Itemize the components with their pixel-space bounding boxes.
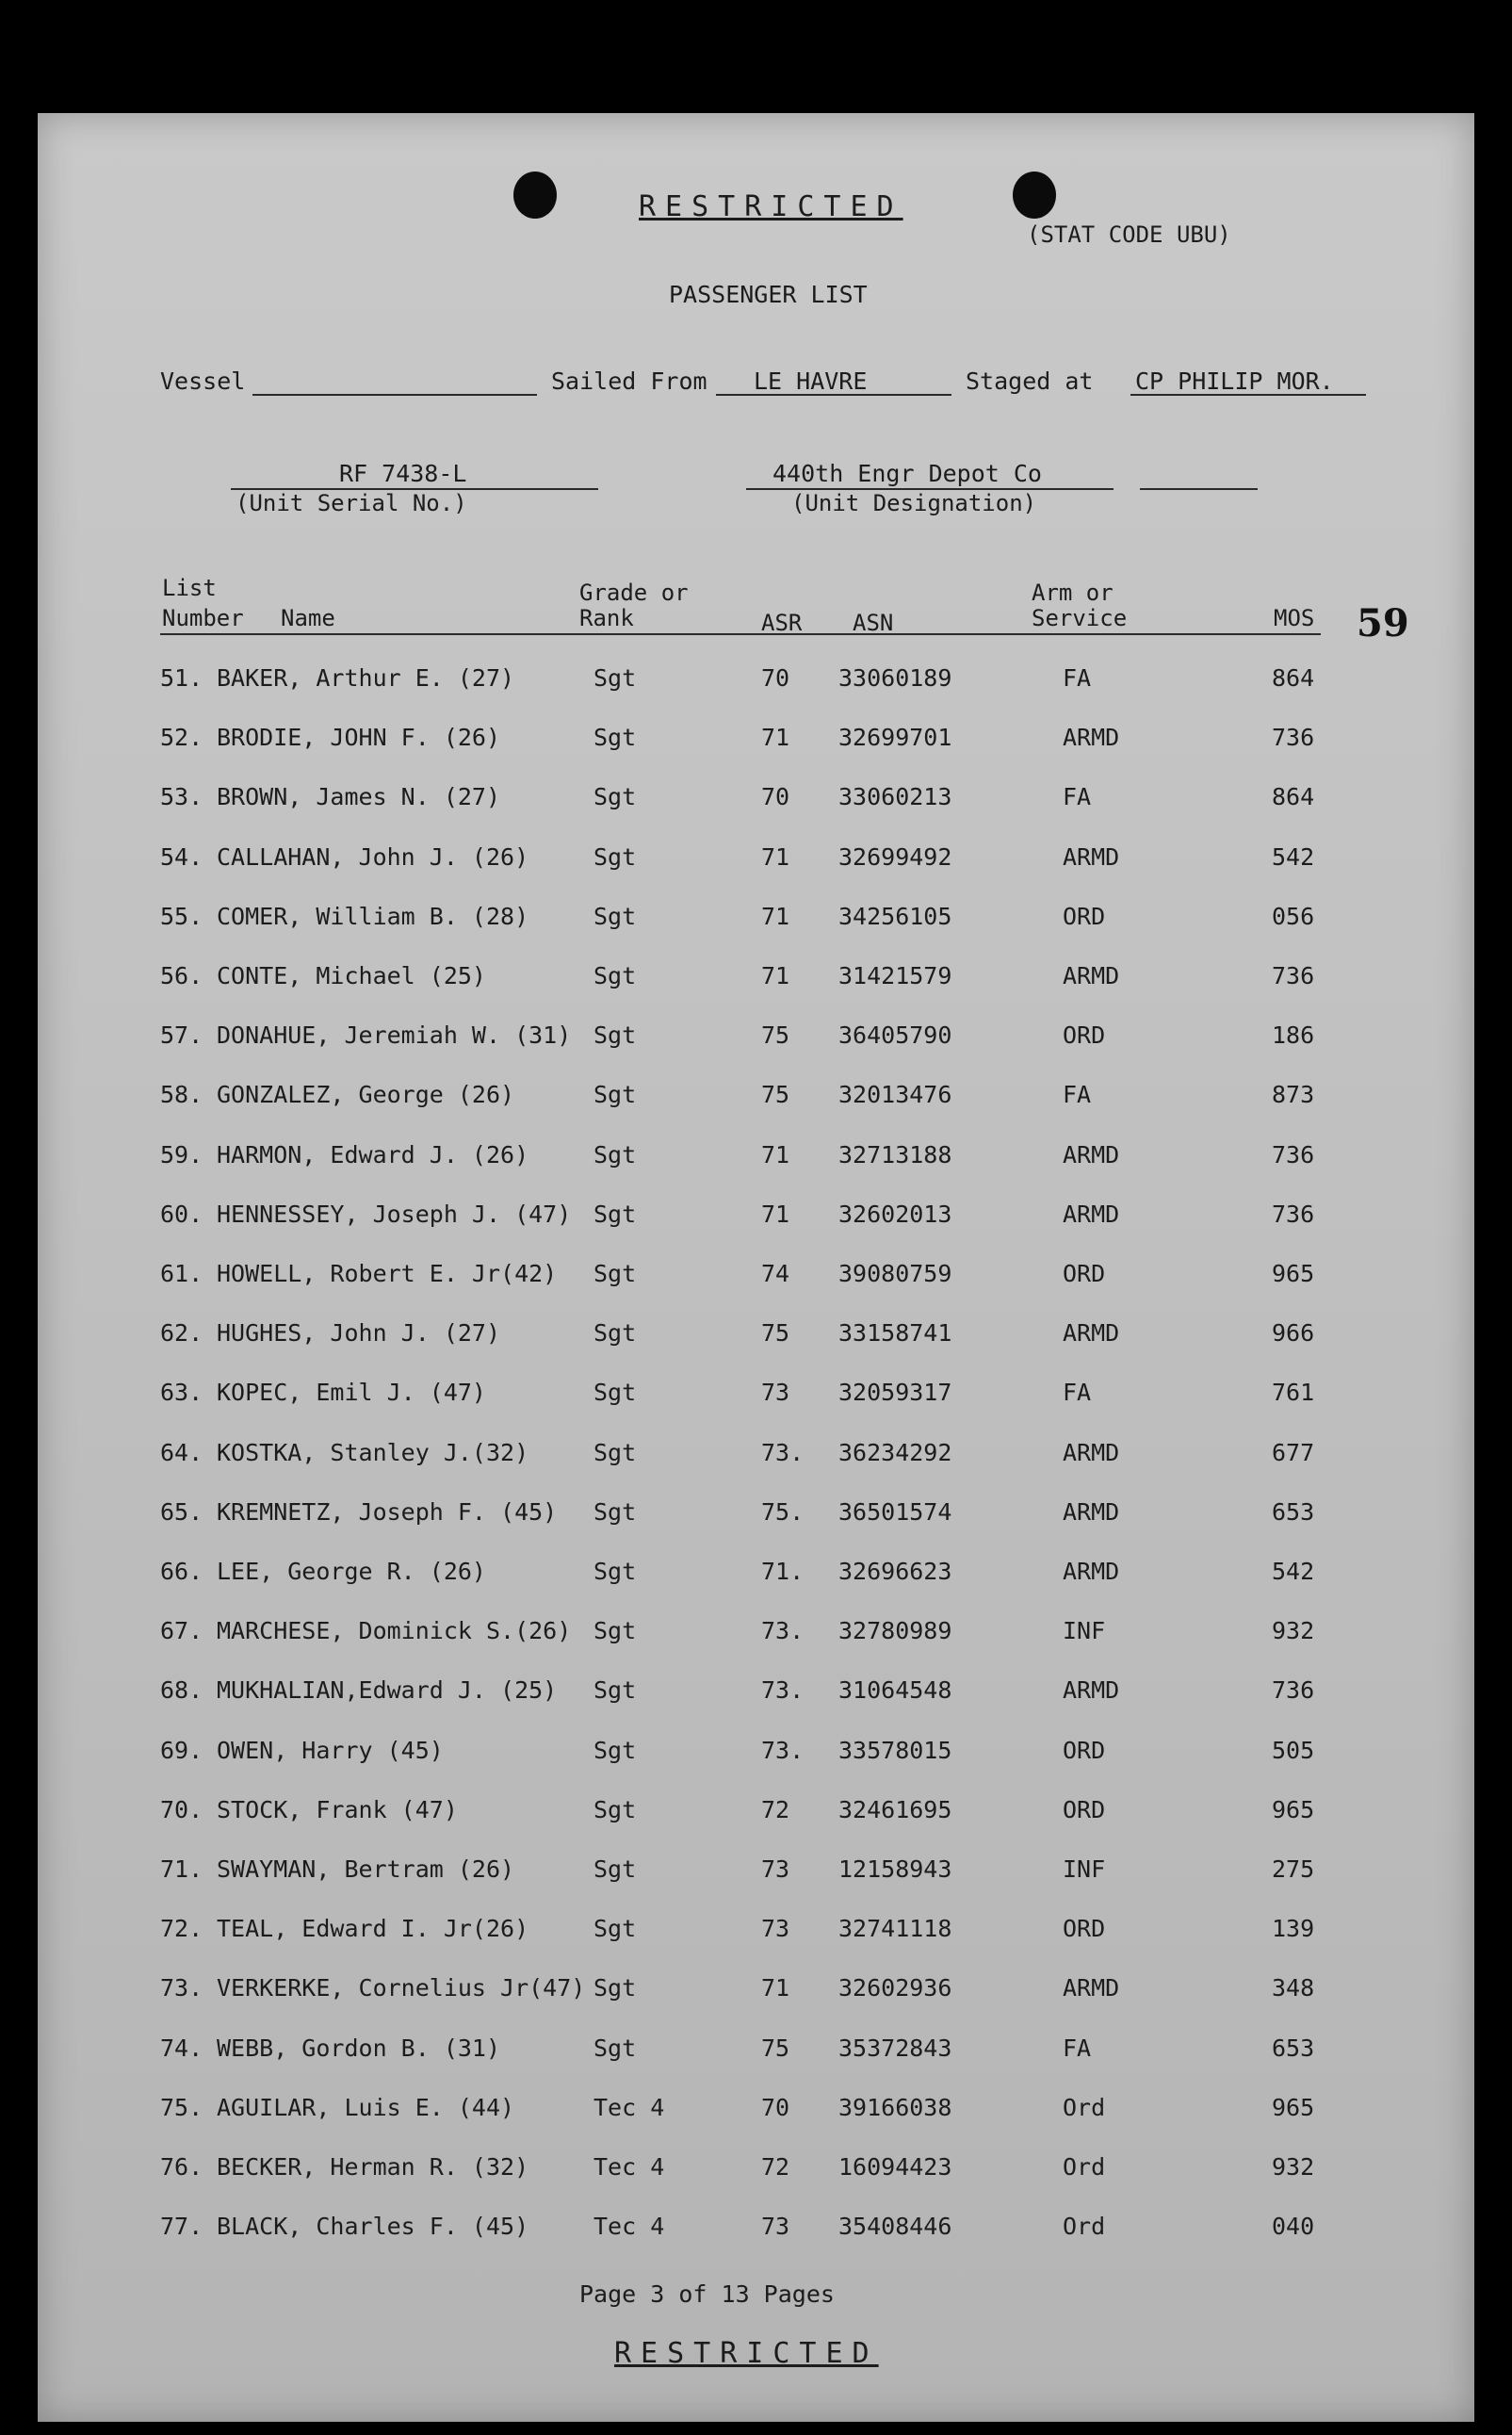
table-row	[38, 843, 1474, 881]
cell-arm: Ord	[1063, 2213, 1106, 2241]
cell-mos: 965	[1272, 1260, 1315, 1287]
table-row	[38, 1081, 1474, 1119]
table-row	[38, 1676, 1474, 1714]
cell-arm: FA	[1063, 2034, 1092, 2062]
cell-grade: Sgt	[593, 1260, 637, 1287]
cell-name: HOWELL, Robert E. Jr(42)	[217, 1260, 558, 1287]
cell-list-number: 57.	[160, 1021, 203, 1050]
cell-asr: 73.	[761, 1676, 805, 1705]
cell-asn: 32741118	[838, 1915, 952, 1943]
cell-asr: 71	[761, 724, 790, 752]
cell-arm: ARMD	[1063, 1319, 1120, 1348]
cell-list-number: 72.	[160, 1915, 203, 1943]
table-row	[38, 962, 1474, 1000]
cell-asr: 74	[761, 1260, 790, 1287]
cell-name: BLACK, Charles F. (45)	[217, 2213, 529, 2241]
unit-serial-value: RF 7438-L	[339, 460, 467, 487]
cell-list-number: 60.	[160, 1200, 203, 1228]
cell-asr: 75	[761, 2034, 790, 2062]
cell-asn: 32602013	[838, 1200, 952, 1228]
cell-arm: ARMD	[1063, 1200, 1120, 1228]
cell-arm: INF	[1063, 1855, 1106, 1883]
cell-asr: 73	[761, 2213, 790, 2241]
cell-name: OWEN, Harry (45)	[217, 1736, 444, 1764]
cell-mos: 736	[1272, 1200, 1315, 1228]
col-mos: MOS	[1274, 605, 1315, 631]
cell-asn: 36234292	[838, 1438, 952, 1466]
cell-list-number: 51.	[160, 664, 203, 692]
cell-list-number: 52.	[160, 724, 203, 752]
table-row	[38, 903, 1474, 940]
cell-asr: 71	[761, 1200, 790, 1228]
cell-mos: 932	[1272, 1617, 1315, 1645]
cell-grade: Sgt	[593, 1558, 637, 1585]
cell-asr: 73	[761, 1855, 790, 1883]
cell-arm: ORD	[1063, 1795, 1106, 1823]
cell-mos: 653	[1272, 1497, 1315, 1526]
table-row	[38, 1498, 1474, 1536]
cell-mos: 873	[1272, 1081, 1315, 1109]
cell-list-number: 76.	[160, 2153, 203, 2181]
cell-asn: 33060213	[838, 783, 952, 811]
unit-extra-underline	[1140, 488, 1258, 490]
cell-arm: ARMD	[1063, 1676, 1120, 1705]
cell-grade: Sgt	[593, 1200, 637, 1228]
cell-asn: 16094423	[838, 2153, 952, 2181]
cell-name: CALLAHAN, John J. (26)	[217, 842, 529, 871]
cell-mos: 677	[1272, 1438, 1315, 1466]
cell-list-number: 71.	[160, 1855, 203, 1883]
cell-name: MUKHALIAN,Edward J. (25)	[217, 1676, 558, 1705]
cell-asn: 32461695	[838, 1795, 952, 1823]
cell-arm: ORD	[1063, 1736, 1106, 1764]
cell-list-number: 62.	[160, 1319, 203, 1348]
cell-list-number: 64.	[160, 1438, 203, 1466]
col-grade-2: Rank	[579, 605, 634, 631]
cell-arm: FA	[1063, 783, 1092, 811]
cell-asr: 71	[761, 842, 790, 871]
table-row	[38, 2035, 1474, 2072]
cell-arm: ORD	[1063, 902, 1106, 930]
cell-arm: ARMD	[1063, 724, 1120, 752]
cell-asr: 72	[761, 1795, 790, 1823]
table-row	[38, 1201, 1474, 1238]
cell-mos: 186	[1272, 1021, 1315, 1050]
cell-arm: ARMD	[1063, 842, 1120, 871]
cell-mos: 864	[1272, 783, 1315, 811]
document-page	[38, 113, 1474, 2422]
table-row	[38, 783, 1474, 821]
cell-arm: Ord	[1063, 2153, 1106, 2181]
cell-name: VERKERKE, Cornelius Jr(47)	[217, 1974, 586, 2002]
cell-mos: 761	[1272, 1379, 1315, 1407]
cell-asn: 31064548	[838, 1676, 952, 1705]
cell-asr: 71.	[761, 1558, 805, 1585]
cell-asn: 31421579	[838, 962, 952, 989]
classification-header: RESTRICTED	[639, 190, 903, 223]
cell-asn: 36405790	[838, 1021, 952, 1050]
cell-mos: 040	[1272, 2213, 1315, 2241]
cell-list-number: 69.	[160, 1736, 203, 1764]
cell-mos: 275	[1272, 1855, 1315, 1883]
cell-asn: 32713188	[838, 1140, 952, 1168]
cell-asn: 35372843	[838, 2034, 952, 2062]
cell-grade: Sgt	[593, 1736, 637, 1764]
cell-asn: 32699701	[838, 724, 952, 752]
cell-name: KOPEC, Emil J. (47)	[217, 1379, 486, 1407]
cell-grade: Sgt	[593, 664, 637, 692]
cell-mos: 653	[1272, 2034, 1315, 2062]
cell-asr: 75	[761, 1021, 790, 1050]
cell-arm: ARMD	[1063, 1974, 1120, 2002]
cell-mos: 965	[1272, 2093, 1315, 2121]
cell-grade: Sgt	[593, 1140, 637, 1168]
cell-arm: FA	[1063, 1081, 1092, 1109]
cell-arm: ARMD	[1063, 1558, 1120, 1585]
staged-at-label: Staged at	[966, 368, 1094, 395]
cell-mos: 505	[1272, 1736, 1315, 1764]
cell-grade: Sgt	[593, 962, 637, 989]
cell-arm: INF	[1063, 1617, 1106, 1645]
table-row	[38, 1796, 1474, 1834]
cell-name: BECKER, Herman R. (32)	[217, 2153, 529, 2181]
cell-mos: 864	[1272, 664, 1315, 692]
cell-name: HENNESSEY, Joseph J. (47)	[217, 1200, 572, 1228]
cell-list-number: 54.	[160, 842, 203, 871]
cell-name: KOSTKA, Stanley J.(32)	[217, 1438, 529, 1466]
cell-asn: 12158943	[838, 1855, 952, 1883]
cell-grade: Tec 4	[593, 2213, 665, 2241]
document-title: PASSENGER LIST	[669, 281, 868, 308]
table-row	[38, 2153, 1474, 2191]
cell-list-number: 77.	[160, 2213, 203, 2241]
cell-grade: Sgt	[593, 842, 637, 871]
cell-list-number: 66.	[160, 1558, 203, 1585]
cell-asn: 36501574	[838, 1497, 952, 1526]
cell-asn: 32780989	[838, 1617, 952, 1645]
cell-mos: 736	[1272, 724, 1315, 752]
unit-serial-label: (Unit Serial No.)	[236, 490, 467, 516]
classification-footer: RESTRICTED	[614, 2337, 879, 2370]
cell-arm: ARMD	[1063, 1438, 1120, 1466]
col-list-number-2: Number	[162, 605, 244, 631]
cell-list-number: 74.	[160, 2034, 203, 2062]
cell-list-number: 68.	[160, 1676, 203, 1705]
sailed-from-value: LE HAVRE	[754, 368, 868, 395]
header-underline	[160, 633, 1321, 635]
cell-asn: 39080759	[838, 1260, 952, 1287]
table-row	[38, 1855, 1474, 1893]
cell-name: MARCHESE, Dominick S.(26)	[217, 1617, 572, 1645]
col-arm-1: Arm or	[1032, 580, 1114, 606]
cell-mos: 736	[1272, 1140, 1315, 1168]
cell-list-number: 58.	[160, 1081, 203, 1109]
cell-name: SWAYMAN, Bertram (26)	[217, 1855, 515, 1883]
cell-asr: 75.	[761, 1497, 805, 1526]
col-asr: ASR	[761, 610, 803, 636]
cell-asr: 70	[761, 2093, 790, 2121]
cell-asn: 33060189	[838, 664, 952, 692]
page-count: Page 3 of 13 Pages	[579, 2280, 835, 2308]
cell-list-number: 67.	[160, 1617, 203, 1645]
cell-asr: 70	[761, 783, 790, 811]
cell-list-number: 59.	[160, 1140, 203, 1168]
cell-name: GONZALEZ, George (26)	[217, 1081, 515, 1109]
cell-grade: Sgt	[593, 902, 637, 930]
cell-asr: 73.	[761, 1736, 805, 1764]
cell-name: STOCK, Frank (47)	[217, 1795, 458, 1823]
cell-asn: 32059317	[838, 1379, 952, 1407]
staged-at-value: CP PHILIP MOR.	[1135, 368, 1334, 395]
unit-designation-label: (Unit Designation)	[791, 490, 1037, 516]
unit-designation-value: 440th Engr Depot Co	[772, 460, 1042, 487]
cell-asn: 34256105	[838, 902, 952, 930]
cell-list-number: 56.	[160, 962, 203, 989]
table-row	[38, 1379, 1474, 1416]
table-row	[38, 1737, 1474, 1774]
stat-code: (STAT CODE UBU)	[1027, 221, 1231, 248]
cell-mos: 932	[1272, 2153, 1315, 2181]
table-row	[38, 1260, 1474, 1298]
punch-hole-right	[1013, 172, 1056, 219]
table-row	[38, 664, 1474, 702]
cell-list-number: 61.	[160, 1260, 203, 1287]
cell-list-number: 55.	[160, 902, 203, 930]
cell-list-number: 70.	[160, 1795, 203, 1823]
cell-asr: 71	[761, 1140, 790, 1168]
cell-grade: Sgt	[593, 1081, 637, 1109]
table-row	[38, 1915, 1474, 1953]
sailed-from-label: Sailed From	[551, 368, 707, 395]
cell-name: COMER, William B. (28)	[217, 902, 529, 930]
cell-grade: Sgt	[593, 783, 637, 811]
cell-grade: Sgt	[593, 1915, 637, 1943]
page-number: 59	[1357, 601, 1409, 646]
col-name: Name	[281, 605, 335, 631]
cell-arm: ORD	[1063, 1260, 1106, 1287]
cell-mos: 736	[1272, 1676, 1315, 1705]
cell-grade: Sgt	[593, 2034, 637, 2062]
cell-asn: 33158741	[838, 1319, 952, 1348]
table-row	[38, 724, 1474, 761]
vessel-label: Vessel	[160, 368, 246, 395]
cell-asr: 75	[761, 1319, 790, 1348]
cell-asr: 72	[761, 2153, 790, 2181]
cell-asn: 32696623	[838, 1558, 952, 1585]
cell-list-number: 65.	[160, 1497, 203, 1526]
cell-asn: 32699492	[838, 842, 952, 871]
cell-arm: FA	[1063, 664, 1092, 692]
cell-arm: ORD	[1063, 1021, 1106, 1050]
table-row	[38, 1141, 1474, 1179]
cell-arm: ARMD	[1063, 962, 1120, 989]
cell-name: DONAHUE, Jeremiah W. (31)	[217, 1021, 572, 1050]
cell-arm: FA	[1063, 1379, 1092, 1407]
cell-asn: 32602936	[838, 1974, 952, 2002]
cell-grade: Sgt	[593, 1676, 637, 1705]
cell-asr: 75	[761, 1081, 790, 1109]
cell-name: TEAL, Edward I. Jr(26)	[217, 1915, 529, 1943]
cell-name: AGUILAR, Luis E. (44)	[217, 2093, 515, 2121]
cell-name: BAKER, Arthur E. (27)	[217, 664, 515, 692]
cell-name: HARMON, Edward J. (26)	[217, 1140, 529, 1168]
cell-grade: Sgt	[593, 1379, 637, 1407]
cell-grade: Sgt	[593, 1438, 637, 1466]
col-grade-1: Grade or	[579, 580, 689, 606]
cell-asr: 71	[761, 962, 790, 989]
cell-mos: 965	[1272, 1795, 1315, 1823]
vessel-underline	[252, 394, 537, 396]
cell-name: BRODIE, JOHN F. (26)	[217, 724, 501, 752]
cell-mos: 542	[1272, 842, 1315, 871]
cell-mos: 056	[1272, 902, 1315, 930]
cell-arm: Ord	[1063, 2093, 1106, 2121]
table-row	[38, 2213, 1474, 2250]
cell-grade: Tec 4	[593, 2153, 665, 2181]
cell-grade: Sgt	[593, 1319, 637, 1348]
cell-list-number: 53.	[160, 783, 203, 811]
table-row	[38, 1319, 1474, 1357]
cell-asr: 70	[761, 664, 790, 692]
cell-grade: Sgt	[593, 1795, 637, 1823]
col-asn: ASN	[853, 610, 894, 636]
cell-mos: 139	[1272, 1915, 1315, 1943]
table-row	[38, 1617, 1474, 1655]
cell-asr: 71	[761, 902, 790, 930]
cell-list-number: 73.	[160, 1974, 203, 2002]
punch-hole-left	[513, 172, 557, 219]
cell-list-number: 63.	[160, 1379, 203, 1407]
cell-grade: Sgt	[593, 1617, 637, 1645]
col-list-number-1: List	[162, 575, 217, 601]
table-row	[38, 1558, 1474, 1595]
cell-grade: Tec 4	[593, 2093, 665, 2121]
cell-mos: 542	[1272, 1558, 1315, 1585]
cell-name: LEE, George R. (26)	[217, 1558, 486, 1585]
cell-mos: 348	[1272, 1974, 1315, 2002]
cell-name: HUGHES, John J. (27)	[217, 1319, 501, 1348]
cell-arm: ORD	[1063, 1915, 1106, 1943]
cell-grade: Sgt	[593, 1855, 637, 1883]
cell-asn: 39166038	[838, 2093, 952, 2121]
cell-asn: 32013476	[838, 1081, 952, 1109]
col-arm-2: Service	[1032, 605, 1128, 631]
cell-mos: 736	[1272, 962, 1315, 989]
cell-asr: 73	[761, 1915, 790, 1943]
cell-grade: Sgt	[593, 1974, 637, 2002]
cell-asr: 71	[761, 1974, 790, 2002]
cell-name: KREMNETZ, Joseph F. (45)	[217, 1497, 558, 1526]
cell-grade: Sgt	[593, 1021, 637, 1050]
cell-asr: 73.	[761, 1617, 805, 1645]
table-row	[38, 1974, 1474, 2012]
cell-arm: ARMD	[1063, 1140, 1120, 1168]
cell-grade: Sgt	[593, 1497, 637, 1526]
table-row	[38, 1439, 1474, 1477]
cell-mos: 966	[1272, 1319, 1315, 1348]
cell-grade: Sgt	[593, 724, 637, 752]
cell-name: BROWN, James N. (27)	[217, 783, 501, 811]
cell-name: WEBB, Gordon B. (31)	[217, 2034, 501, 2062]
cell-asr: 73.	[761, 1438, 805, 1466]
cell-asn: 35408446	[838, 2213, 952, 2241]
cell-asn: 33578015	[838, 1736, 952, 1764]
cell-arm: ARMD	[1063, 1497, 1120, 1526]
table-row	[38, 1021, 1474, 1059]
cell-asr: 73	[761, 1379, 790, 1407]
cell-name: CONTE, Michael (25)	[217, 962, 486, 989]
cell-list-number: 75.	[160, 2093, 203, 2121]
table-row	[38, 2094, 1474, 2132]
